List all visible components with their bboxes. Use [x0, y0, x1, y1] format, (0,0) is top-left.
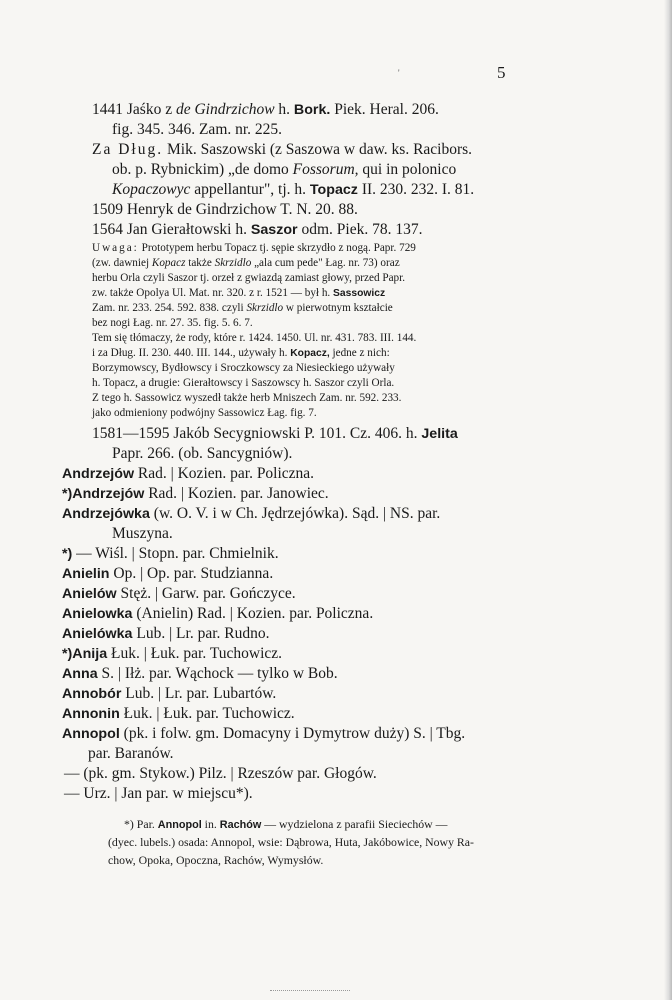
entry-line	[62, 584, 296, 604]
note-line	[92, 256, 400, 271]
text-segment: de Gindrzichow	[175, 101, 275, 118]
text-segment: zw. także Opolya Ul. Mat. nr. 320. z r. 1521 — był h.	[92, 287, 334, 299]
text-segment: Anielów	[62, 586, 117, 602]
text-segment: Łuk. | Łuk. par. Tuchowicz.	[107, 645, 283, 662]
entry-line	[92, 140, 472, 159]
text-segment: 1441 Jaśko z	[92, 101, 176, 118]
entry-line	[62, 704, 295, 724]
text-segment: Sassowicz	[333, 288, 386, 299]
text-segment: fig. 345. 346. Zam. nr. 225.	[112, 121, 283, 138]
text-segment: Muszyna.	[112, 525, 173, 542]
text-segment: (pk. i folw. gm. Domacyny i Dymytrow duży) S. | Tbg.	[119, 725, 466, 742]
text-segment: Rad. | Kozien. par. Janowiec.	[144, 485, 329, 502]
note-line	[92, 331, 416, 346]
text-segment: par. Baranów.	[88, 745, 174, 762]
text-segment: Annopol	[62, 726, 120, 742]
entry-line	[62, 464, 314, 484]
text-segment: Uwaga:	[92, 242, 139, 254]
text-segment: appellantur", tj. h.	[190, 181, 310, 198]
text-segment: *)Anija	[62, 646, 108, 662]
text-segment: Lub. | Lr. par. Lubartów.	[121, 685, 277, 702]
note-line	[92, 361, 395, 376]
text-segment: (Anielin) Rad. | Kozien. par. Policzna.	[132, 605, 374, 622]
text-segment: Saszor	[250, 222, 298, 238]
text-segment: — (pk. gm. Stykow.) Pilz. | Rzeszów par. Głogów.	[64, 765, 377, 782]
footnote-line	[124, 816, 447, 834]
text-segment: *)Andrzejów	[62, 486, 145, 502]
text-segment: Lub. | Lr. par. Rudno.	[132, 625, 270, 642]
text-segment: S. | Iłż. par. Wąchock — tylko w Bob.	[97, 665, 338, 682]
text-segment: jako odmieniony podwójny Sassowicz Łag. fig. 7.	[92, 407, 317, 419]
text-segment: — wydzielona z parafii Sieciechów —	[261, 817, 448, 831]
text-segment: jedne z nich:	[329, 347, 390, 359]
entry-line	[92, 220, 422, 240]
note-line	[92, 286, 385, 301]
text-segment: Za Dług.	[92, 141, 164, 158]
text-segment: bez nogi Łag. nr. 27. 35. fig. 5. 6. 7.	[92, 317, 253, 329]
text-segment: in.	[201, 817, 220, 831]
text-segment: II. 230. 232. I. 81.	[357, 181, 475, 198]
text-segment: Mik. Saszowski (z Saszowa w daw. ks. Racibors.	[163, 141, 473, 158]
text-segment: Łuk. | Łuk. par. Tuchowicz.	[119, 705, 295, 722]
page-edge-shadow	[664, 0, 672, 1000]
text-segment: Anielin	[62, 566, 110, 582]
entry-line	[88, 744, 174, 763]
text-segment: odm. Piek. 78. 137.	[297, 221, 423, 238]
text-segment: Andrzejówka	[62, 506, 150, 522]
text-segment: (dyec. lubels.) osada: Annopol, wsie: Dąbrowa, Huta, Jakóbowice, Nowy Ra-	[108, 835, 474, 849]
text-segment: Anielówka	[62, 626, 133, 642]
text-segment: Borzymowscy, Bydłowscy i Sroczkowscy za Niesieckiego używały	[92, 362, 395, 374]
entry-line	[64, 764, 377, 783]
text-segment: Anna	[62, 666, 98, 682]
text-segment: Kopaczowyc	[112, 181, 191, 198]
text-segment: Tem się tłómaczy, że rody, które r. 1424. 1450. Ul. nr. 431. 783. III. 144.	[92, 332, 417, 344]
page-bottom-mark	[270, 990, 350, 997]
text-segment: Topacz	[309, 182, 358, 198]
entry-line	[62, 664, 338, 684]
text-segment: Andrzejów	[62, 466, 135, 482]
text-segment: 1581—1595 Jakób Secygniowski P. 101. Cz. 406. h.	[92, 425, 422, 442]
entry-line	[92, 200, 358, 219]
text-segment: w pierwotnym kształcie	[283, 302, 393, 314]
text-segment: Piek. Heral. 206.	[330, 101, 439, 118]
note-line	[92, 271, 405, 286]
text-segment: Annobór	[62, 686, 122, 702]
entry-line	[92, 100, 439, 120]
text-segment: także	[185, 257, 215, 269]
text-segment: Annopol	[157, 819, 202, 831]
footnote-line	[108, 852, 323, 869]
text-segment: (w. O. V. i w Ch. Jędrzejówka). Sąd. | NS. par.	[149, 505, 441, 522]
entry-line	[112, 120, 282, 139]
entry-line	[62, 544, 279, 564]
text-segment: qui in polonico	[358, 161, 457, 178]
entry-line	[64, 784, 253, 803]
text-segment: *) Par.	[124, 817, 158, 831]
note-line	[92, 376, 394, 391]
text-segment: Stęż. | Garw. par. Gończyce.	[116, 585, 296, 602]
text-segment: Rad. | Kozien. par. Policzna.	[134, 465, 315, 482]
text-segment: (zw. dawniej	[92, 257, 152, 269]
text-segment: — Wiśl. | Stopn. par. Chmielnik.	[72, 545, 279, 562]
text-segment: Prototypem herbu Topacz tj. sępie skrzydło z nogą. Papr. 729	[138, 242, 416, 254]
text-segment: Fossorum,	[292, 161, 359, 178]
text-segment: Z tego h. Sassowicz wyszedł także herb Mniszech Zam. nr. 592. 233.	[92, 392, 402, 404]
text-segment: Annonin	[62, 706, 120, 722]
text-segment: 1564 Jan Gierałtowski h.	[92, 221, 251, 238]
entry-line	[62, 644, 282, 664]
text-segment: h.	[274, 101, 294, 118]
entry-line	[62, 724, 465, 744]
entry-line	[62, 484, 329, 504]
text-segment: Papr. 266. (ob. Sancygniów).	[112, 445, 293, 462]
text-segment: Anielowka	[62, 606, 133, 622]
entry-line	[112, 524, 173, 543]
entry-line	[112, 180, 474, 200]
text-segment: Rachów	[219, 819, 262, 831]
entry-line	[62, 564, 273, 584]
note-line	[92, 346, 390, 361]
page-number: 5	[497, 63, 506, 82]
text-segment: Kopacz,	[290, 348, 330, 359]
text-segment: „ala cum pede" Łag. nr. 73) oraz	[251, 257, 400, 269]
text-segment: Kopacz	[151, 257, 186, 269]
note-line	[92, 391, 401, 406]
text-segment: Op. | Op. par. Studzianna.	[109, 565, 274, 582]
text-segment: — Urz. | Jan par. w miejscu*).	[64, 785, 253, 802]
note-line	[92, 316, 253, 331]
text-segment: Skrzidlo	[246, 302, 284, 314]
text-segment: Skrzidlo	[214, 257, 252, 269]
entry-line	[112, 444, 292, 463]
text-segment: chow, Opoka, Opoczna, Rachów, Wymysłów.	[108, 853, 324, 867]
text-segment: Zam. nr. 233. 254. 592. 838. czyli	[92, 302, 247, 314]
entry-line	[62, 684, 276, 704]
note-line	[92, 301, 393, 316]
text-segment: herbu Orla czyli Saszor tj. orzeł z gwiazdą zamiast głowy, przed Papr.	[92, 272, 406, 284]
text-segment: *)	[62, 546, 73, 562]
entry-line	[112, 160, 456, 179]
page-tick-mark: '	[398, 68, 400, 78]
entry-line	[62, 504, 440, 524]
footnote-line	[108, 834, 474, 851]
note-line	[92, 241, 416, 256]
text-segment: i za Dług. II. 230. 440. III. 144., używały h.	[92, 347, 291, 359]
text-segment: Bork.	[293, 102, 331, 118]
text-segment: Jelita	[421, 426, 458, 442]
text-segment: ob. p. Rybnickim) „de domo	[112, 161, 293, 178]
entry-line	[62, 624, 269, 644]
entry-line	[92, 424, 458, 444]
note-line	[92, 406, 317, 421]
text-segment: 1509 Henryk de Gindrzichow T. N. 20. 88.	[92, 201, 358, 218]
entry-line	[62, 604, 373, 624]
text-segment: h. Topacz, a drugie: Gierałtowscy i Saszowscy h. Saszor czyli Orla.	[92, 377, 395, 389]
